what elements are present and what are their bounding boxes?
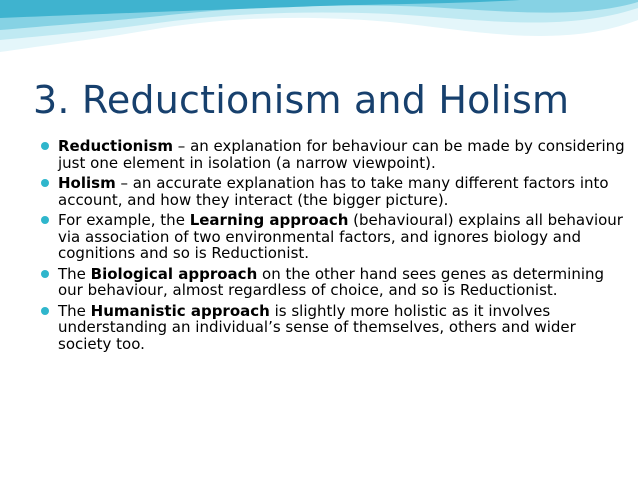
bullet-dot-icon xyxy=(41,142,49,150)
bullet-term: Humanistic approach xyxy=(90,301,270,320)
bullet-dot-icon xyxy=(41,179,49,187)
bullet-dot-icon xyxy=(41,216,49,224)
bullet-humanistic-approach xyxy=(42,303,627,353)
bullet-text-post: is slightly more holistic as it involves understanding an individual’s sense of themselves, others and wider society too. xyxy=(58,301,576,353)
header-wave-decoration xyxy=(0,0,638,80)
bullet-text-pre: The xyxy=(58,301,91,320)
bullet-text-post: on the other hand sees genes as determining our behaviour, almost regardless of choice, and so is Reductionist. xyxy=(58,264,605,299)
bullet-biological-approach xyxy=(42,266,627,299)
bullet-term: Biological approach xyxy=(90,264,258,283)
bullet-text-post: – an explanation for behaviour can be made by considering just one element in isolation (a narrow viewpoint). xyxy=(58,137,625,172)
bullet-term: Learning approach xyxy=(189,211,349,229)
bullet-term: Reductionism xyxy=(58,137,174,155)
slide-title: 3. Reductionism and Holism xyxy=(33,78,570,122)
bullet-holism xyxy=(42,175,627,208)
bullet-reductionism xyxy=(42,138,627,171)
bullet-learning-approach xyxy=(42,212,627,262)
bullet-dot-icon xyxy=(41,270,49,278)
bullet-text-post: (behavioural) explains all behaviour via association of two environmental factors, and ignores biology and cognitions and so is Reductionist. xyxy=(58,211,623,262)
bullet-text-pre: The xyxy=(58,264,91,283)
bullet-text-pre: For example, the xyxy=(58,211,190,229)
bullet-list xyxy=(42,138,627,356)
bullet-dot-icon xyxy=(41,307,49,315)
bullet-text-post: – an accurate explanation has to take many different factors into account, and how they interact (the bigger picture). xyxy=(58,174,609,209)
bullet-term: Holism xyxy=(58,174,116,192)
